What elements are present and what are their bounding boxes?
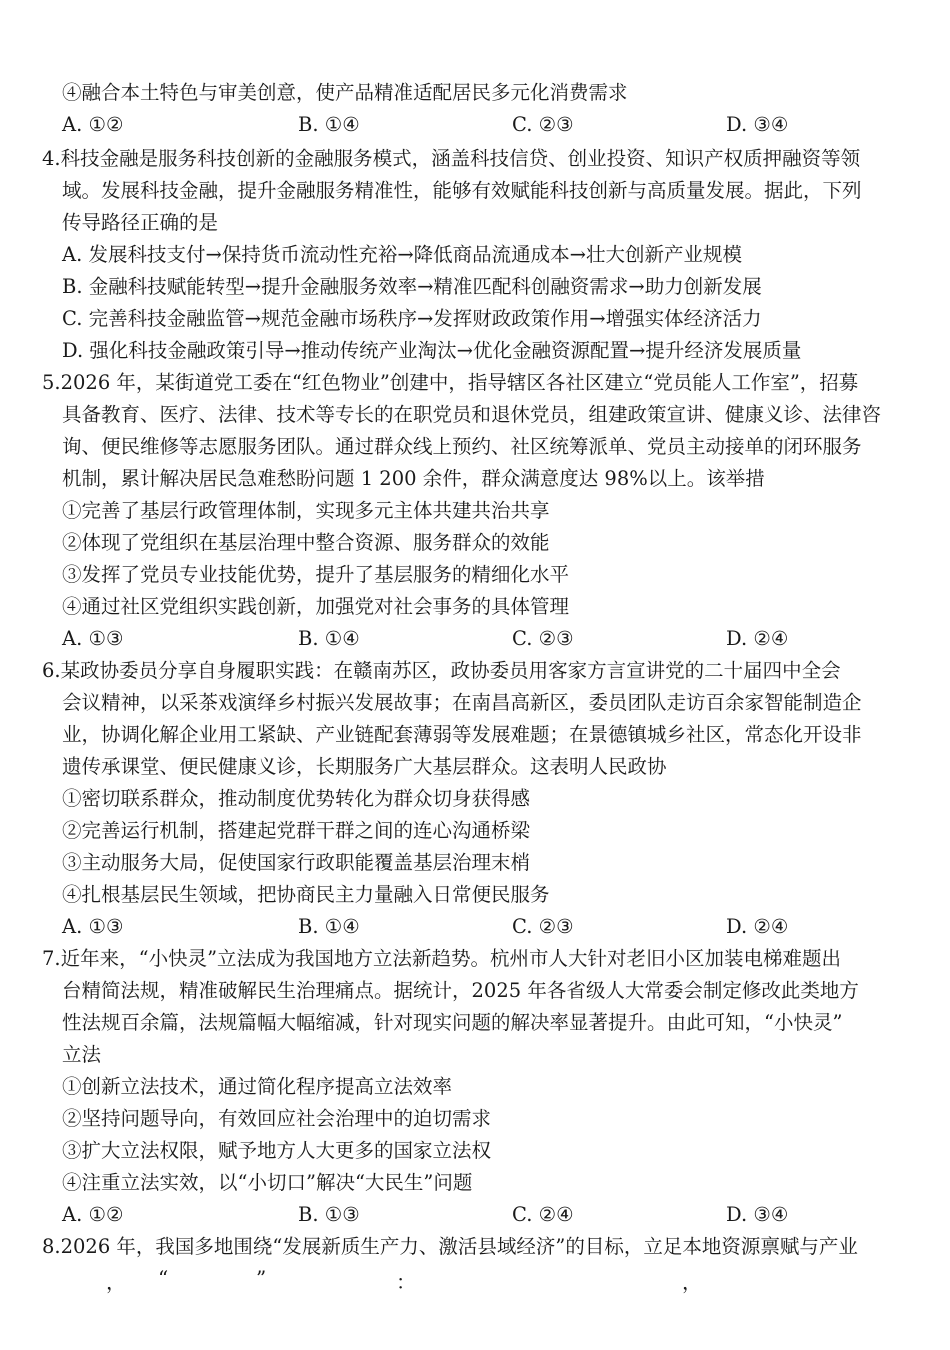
q6-option-c: C. ②③ xyxy=(512,915,574,938)
q5-option-d: D. ②④ xyxy=(726,627,789,650)
q5-item-3: ③发挥了党员专业技能优势，提升了基层服务的精细化水平 xyxy=(62,563,570,586)
q3-option-d: D. ③④ xyxy=(726,113,789,136)
q7-option-b: B. ①③ xyxy=(298,1203,360,1226)
q4-stem-line-2: 域。发展科技金融，提升金融服务精准性，能够有效赋能科技创新与高质量发展。据此，下列 xyxy=(62,179,862,202)
q3-options xyxy=(62,109,882,141)
q5-option-a: A. ①③ xyxy=(62,627,124,650)
q4-option-c: C. 完善科技金融监管→规范金融市场秩序→发挥财政政策作用→增强实体经济活力 xyxy=(62,307,762,330)
q7-stem-line-4: 立法 xyxy=(62,1043,102,1066)
cut-mark-2: “ xyxy=(158,1266,169,1290)
q5-stem-line-1: 5.2026 年，某街道党工委在“红色物业”创建中，指导辖区各社区建立“党员能人工作室”，招募 xyxy=(42,371,859,394)
q7-item-3: ③扩大立法权限，赋予地方人大更多的国家立法权 xyxy=(62,1139,492,1162)
q4-option-d: D. 强化科技金融政策引导→推动传统产业淘汰→优化金融资源配置→提升经济发展质量 xyxy=(62,339,802,362)
q5-item-4: ④通过社区党组织实践创新，加强党对社会事务的具体管理 xyxy=(62,595,570,618)
q6-item-3: ③主动服务大局，促使国家行政职能覆盖基层治理末梢 xyxy=(62,851,531,874)
q6-option-d: D. ②④ xyxy=(726,915,789,938)
q5-stem-line-2: 具备教育、医疗、法律、技术等专长的在职党员和退休党员，组建政策宣讲、健康义诊、法律咨 xyxy=(62,403,882,426)
q6-stem-line-1: 6.某政协委员分享自身履职实践：在赣南苏区，政协委员用客家方言宣讲党的二十届四中全会 xyxy=(42,659,841,682)
q6-item-1: ①密切联系群众，推动制度优势转化为群众切身获得感 xyxy=(62,787,531,810)
q3-item-4: ④融合本土特色与审美创意，使产品精准适配居民多元化消费需求 xyxy=(62,81,628,104)
q7-item-4: ④注重立法实效，以“小切口”解决“大民生”问题 xyxy=(62,1171,473,1194)
q4-stem-line-1: 4.科技金融是服务科技创新的金融服务模式，涵盖科技信贷、创业投资、知识产权质押融资等领 xyxy=(42,147,861,170)
q7-option-c: C. ②④ xyxy=(512,1203,574,1226)
q5-options xyxy=(62,623,882,655)
q7-item-1: ①创新立法技术，通过简化程序提高立法效率 xyxy=(62,1075,453,1098)
q6-stem-line-2: 会议精神，以采茶戏演绎乡村振兴发展故事；在南昌高新区，委员团队走访百余家智能制造企 xyxy=(62,691,862,714)
q6-option-b: B. ①④ xyxy=(298,915,360,938)
q7-stem-line-3: 性法规百余篇，法规篇幅大幅缩减，针对现实问题的解决率显著提升。由此可知，“小快灵” xyxy=(62,1011,843,1034)
q7-options xyxy=(62,1199,882,1231)
q7-item-2: ②坚持问题导向，有效回应社会治理中的迫切需求 xyxy=(62,1107,492,1130)
q5-option-c: C. ②③ xyxy=(512,627,574,650)
q7-option-d: D. ③④ xyxy=(726,1203,789,1226)
q5-item-2: ②体现了党组织在基层治理中整合资源、服务群众的效能 xyxy=(62,531,550,554)
q8-stem-line-1: 8.2026 年，我国多地围绕“发展新质生产力、激活县域经济”的目标，立足本地资源禀赋与产业 xyxy=(42,1235,858,1258)
q6-stem-line-4: 遗传承课堂、便民健康义诊，长期服务广大基层群众。这表明人民政协 xyxy=(62,755,667,778)
q3-option-b: B. ①④ xyxy=(298,113,360,136)
q6-item-2: ②完善运行机制，搭建起党群干群之间的连心沟通桥梁 xyxy=(62,819,531,842)
q4-stem-line-3: 传导路径正确的是 xyxy=(62,211,219,234)
q8-cut-off-line xyxy=(0,1266,950,1306)
q6-item-4: ④扎根基层民生领域，把协商民主力量融入日常便民服务 xyxy=(62,883,550,906)
q3-option-c: C. ②③ xyxy=(512,113,574,136)
q7-stem-line-1: 7.近年来，“小快灵”立法成为我国地方立法新趋势。杭州市人大针对老旧小区加装电梯难题出 xyxy=(42,947,842,970)
cut-mark-1: ， xyxy=(106,1270,126,1294)
q5-stem-line-3: 询、便民维修等志愿服务团队。通过群众线上预约、社区统筹派单、党员主动接单的闭环服务 xyxy=(62,435,862,458)
q7-option-a: A. ①② xyxy=(62,1203,124,1226)
cut-mark-3: ” xyxy=(256,1266,267,1290)
q4-option-b: B. 金融科技赋能转型→提升金融服务效率→精准匹配科创融资需求→助力创新发展 xyxy=(62,275,762,298)
q6-options xyxy=(62,911,882,943)
cut-mark-4: ： xyxy=(396,1270,416,1294)
q4-option-a: A. 发展科技支付→保持货币流动性充裕→降低商品流通成本→壮大创新产业规模 xyxy=(62,243,742,266)
q3-option-a: A. ①② xyxy=(62,113,124,136)
q7-stem-line-2: 台精简法规，精准破解民生治理痛点。据统计，2025 年各省级人大常委会制定修改此类地方 xyxy=(62,979,859,1002)
q5-item-1: ①完善了基层行政管理体制，实现多元主体共建共治共享 xyxy=(62,499,550,522)
cut-mark-5: ， xyxy=(682,1270,702,1294)
q5-stem-line-4: 机制，累计解决居民急难愁盼问题 1 200 余件，群众满意度达 98%以上。该举措 xyxy=(62,467,765,490)
q6-option-a: A. ①③ xyxy=(62,915,124,938)
q6-stem-line-3: 业，协调化解企业用工紧缺、产业链配套薄弱等发展难题；在景德镇城乡社区，常态化开设非 xyxy=(62,723,862,746)
q5-option-b: B. ①④ xyxy=(298,627,360,650)
